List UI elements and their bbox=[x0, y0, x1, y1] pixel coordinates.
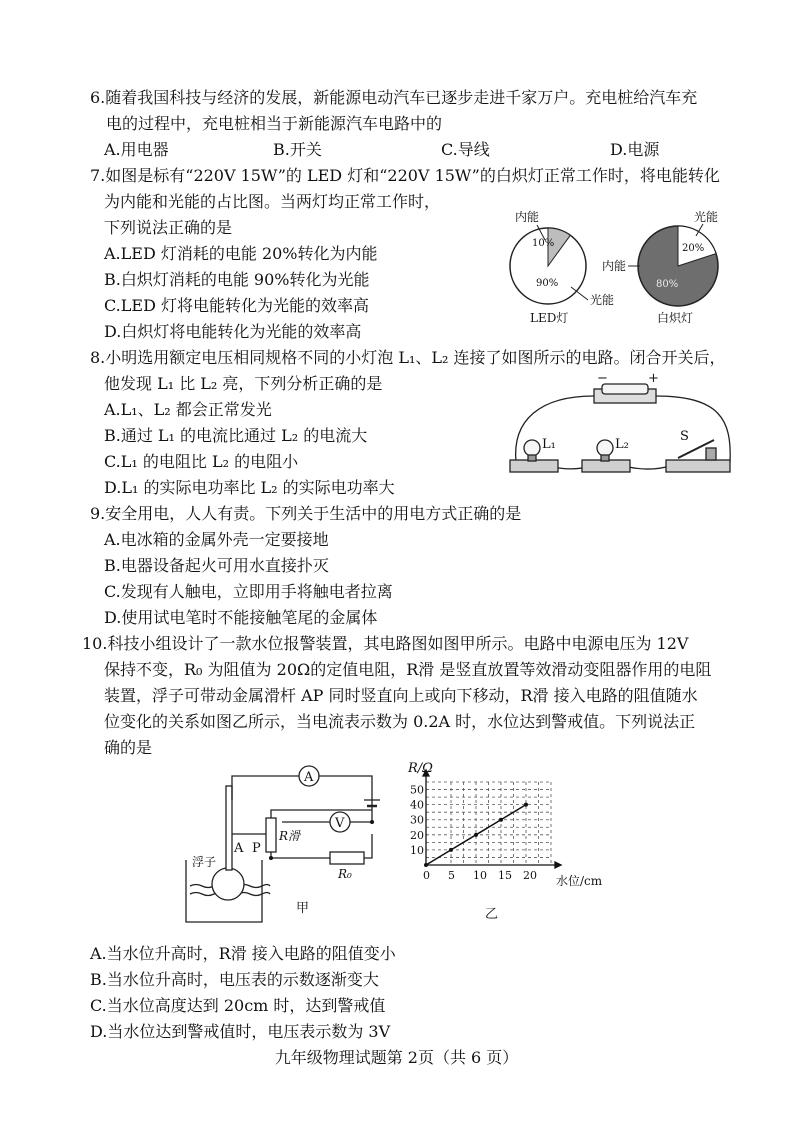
chart-y-tick-label: 30 bbox=[410, 813, 424, 827]
q10-stem-line4: 位变化的关系如图乙所示，当电流表示数为 0.2A 时，水位达到警戒值。下列说法正 bbox=[104, 712, 696, 731]
point-a-label: A bbox=[234, 841, 244, 856]
chart-x-tick-label: 10 bbox=[473, 869, 487, 882]
float-label: 浮子 bbox=[192, 855, 217, 869]
led-label-internal: 内能 bbox=[515, 210, 540, 224]
figure-yi-caption: 乙 bbox=[485, 907, 499, 922]
q7-stem-line3: 下列说法正确的是 bbox=[104, 218, 233, 237]
chart-x-axis-label: 水位/cm bbox=[556, 874, 603, 888]
r-slide-label: R滑 bbox=[279, 829, 301, 843]
q6-stem-line1: 6.随着我国科技与经济的发展，新能源电动汽车已逐步走进千家万户。充电桩给汽车充 bbox=[90, 88, 698, 107]
q10-option-d: D.当水位达到警戒值时，电压表示数为 3V bbox=[90, 1022, 391, 1041]
chart-x-tick-label: 15 bbox=[498, 869, 512, 882]
incandescent-pct-internal: 80% bbox=[656, 279, 679, 290]
figure-jia-caption: 甲 bbox=[296, 901, 310, 916]
q7-option-d: D.白炽灯将电能转化为光能的效率高 bbox=[104, 322, 362, 341]
q6-option-a: A.用电器 bbox=[104, 140, 169, 159]
q9-option-c: C.发现有人触电，立即用手将触电者拉离 bbox=[104, 582, 393, 601]
incandescent-label-light: 光能 bbox=[694, 210, 719, 224]
chart-y-tick-label: 10 bbox=[410, 843, 424, 857]
q6-stem-line2: 电的过程中，充电桩相当于新能源汽车电路中的 bbox=[106, 114, 443, 133]
voltmeter-label: V bbox=[335, 816, 345, 831]
chart-data-point bbox=[449, 848, 453, 852]
battery-plus: + bbox=[648, 371, 659, 386]
led-pct-light: 90% bbox=[536, 278, 559, 289]
q8-stem-line1: 8.小明选用额定电压相同规格不同的小灯泡 L₁、L₂ 连接了如图所示的电路。闭合开关后， bbox=[90, 348, 726, 367]
q7-option-a: A.LED 灯消耗的电能 20%转化为内能 bbox=[104, 244, 378, 263]
q10-option-b: B.当水位升高时，电压表的示数逐渐变大 bbox=[90, 970, 379, 989]
q8-stem-line2: 他发现 L₁ 比 L₂ 亮，下列分析正确的是 bbox=[104, 374, 383, 393]
led-caption: LED灯 bbox=[530, 311, 569, 325]
q10-stem-line3: 装置，浮子可带动金属滑杆 AP 同时竖直向上或向下移动，R滑 接入电路的阻值随水 bbox=[104, 686, 698, 705]
q10-option-c: C.当水位高度达到 20cm 时，达到警戒值 bbox=[90, 996, 386, 1015]
q7-option-b: B.白炽灯消耗的电能 90%转化为光能 bbox=[104, 270, 370, 289]
ammeter-label: A bbox=[304, 770, 314, 785]
switch-label: S bbox=[680, 429, 689, 444]
q10-stem-line5: 确的是 bbox=[104, 738, 153, 757]
led-label-light: 光能 bbox=[590, 293, 615, 307]
page-footer: 九年级物理试题第 2页（共 6 页） bbox=[274, 1048, 519, 1067]
chart-x-tick-label: 0 bbox=[423, 869, 430, 882]
chart-y-tick-label: 40 bbox=[410, 798, 424, 812]
chart-y-axis-label: R/Ω bbox=[408, 761, 433, 776]
q6-option-d: D.电源 bbox=[610, 140, 660, 159]
r0-label: R₀ bbox=[338, 867, 352, 881]
q9-stem-line1: 9.安全用电，人人有责。下列关于生活中的用电方式正确的是 bbox=[90, 504, 522, 523]
chart-x-tick-label: 5 bbox=[448, 869, 455, 882]
q10-option-a: A.当水位升高时，R滑 接入电路的阻值变小 bbox=[90, 944, 396, 963]
point-p-label: P bbox=[252, 841, 261, 856]
battery-minus: − bbox=[597, 371, 608, 386]
q10-stem-line1: 10.科技小组设计了一款水位报警装置，其电路图如图甲所示。电路中电源电压为 12V bbox=[82, 634, 689, 653]
q8-option-a: A.L₁、L₂ 都会正常发光 bbox=[104, 400, 272, 419]
q7-stem-line1: 7.如图是标有“220V 15W”的 LED 灯和“220V 15W”的白炽灯正常工作时，将电能转化 bbox=[90, 166, 720, 185]
q8-option-b: B.通过 L₁ 的电流比通过 L₂ 的电流大 bbox=[104, 426, 368, 445]
q7-stem-line2: 为内能和光能的占比图。当两灯均正常工作时， bbox=[104, 192, 441, 211]
chart-x-arrow bbox=[555, 862, 561, 868]
chart-data-point bbox=[424, 863, 428, 867]
chart-y-tick-label: 20 bbox=[410, 828, 424, 842]
q8-option-d: D.L₁ 的实际电功率比 L₂ 的实际电功率大 bbox=[104, 478, 395, 497]
l2-label: L₂ bbox=[615, 437, 629, 452]
q9-option-a: A.电冰箱的金属外壳一定要接地 bbox=[104, 530, 329, 549]
chart-data-point bbox=[524, 803, 528, 807]
incandescent-pct-light: 20% bbox=[682, 243, 705, 254]
q6-option-c: C.导线 bbox=[441, 140, 490, 159]
chart-data-point bbox=[474, 833, 478, 837]
led-pct-internal: 10% bbox=[532, 238, 555, 249]
incandescent-label-internal: 内能 bbox=[602, 259, 627, 273]
q9-option-d: D.使用试电笔时不能接触笔尾的金属体 bbox=[104, 608, 378, 627]
chart-data-point bbox=[499, 818, 503, 822]
q8-option-c: C.L₁ 的电阻比 L₂ 的电阻小 bbox=[104, 452, 299, 471]
q10-stem-line2: 保持不变，R₀ 为阻值为 20Ω的定值电阻，R滑 是竖直放置等效滑动变阻器作用的电阻 bbox=[104, 660, 712, 679]
chart-x-tick-label: 20 bbox=[523, 869, 537, 882]
incandescent-caption: 白炽灯 bbox=[657, 311, 694, 325]
chart-y-tick-label: 50 bbox=[410, 783, 424, 797]
q9-option-b: B.电器设备起火可用水直接扑灭 bbox=[104, 556, 329, 575]
l1-label: L₁ bbox=[542, 437, 556, 452]
q7-option-c: C.LED 灯将电能转化为光能的效率高 bbox=[104, 296, 369, 315]
q6-option-b: B.开关 bbox=[273, 140, 322, 159]
